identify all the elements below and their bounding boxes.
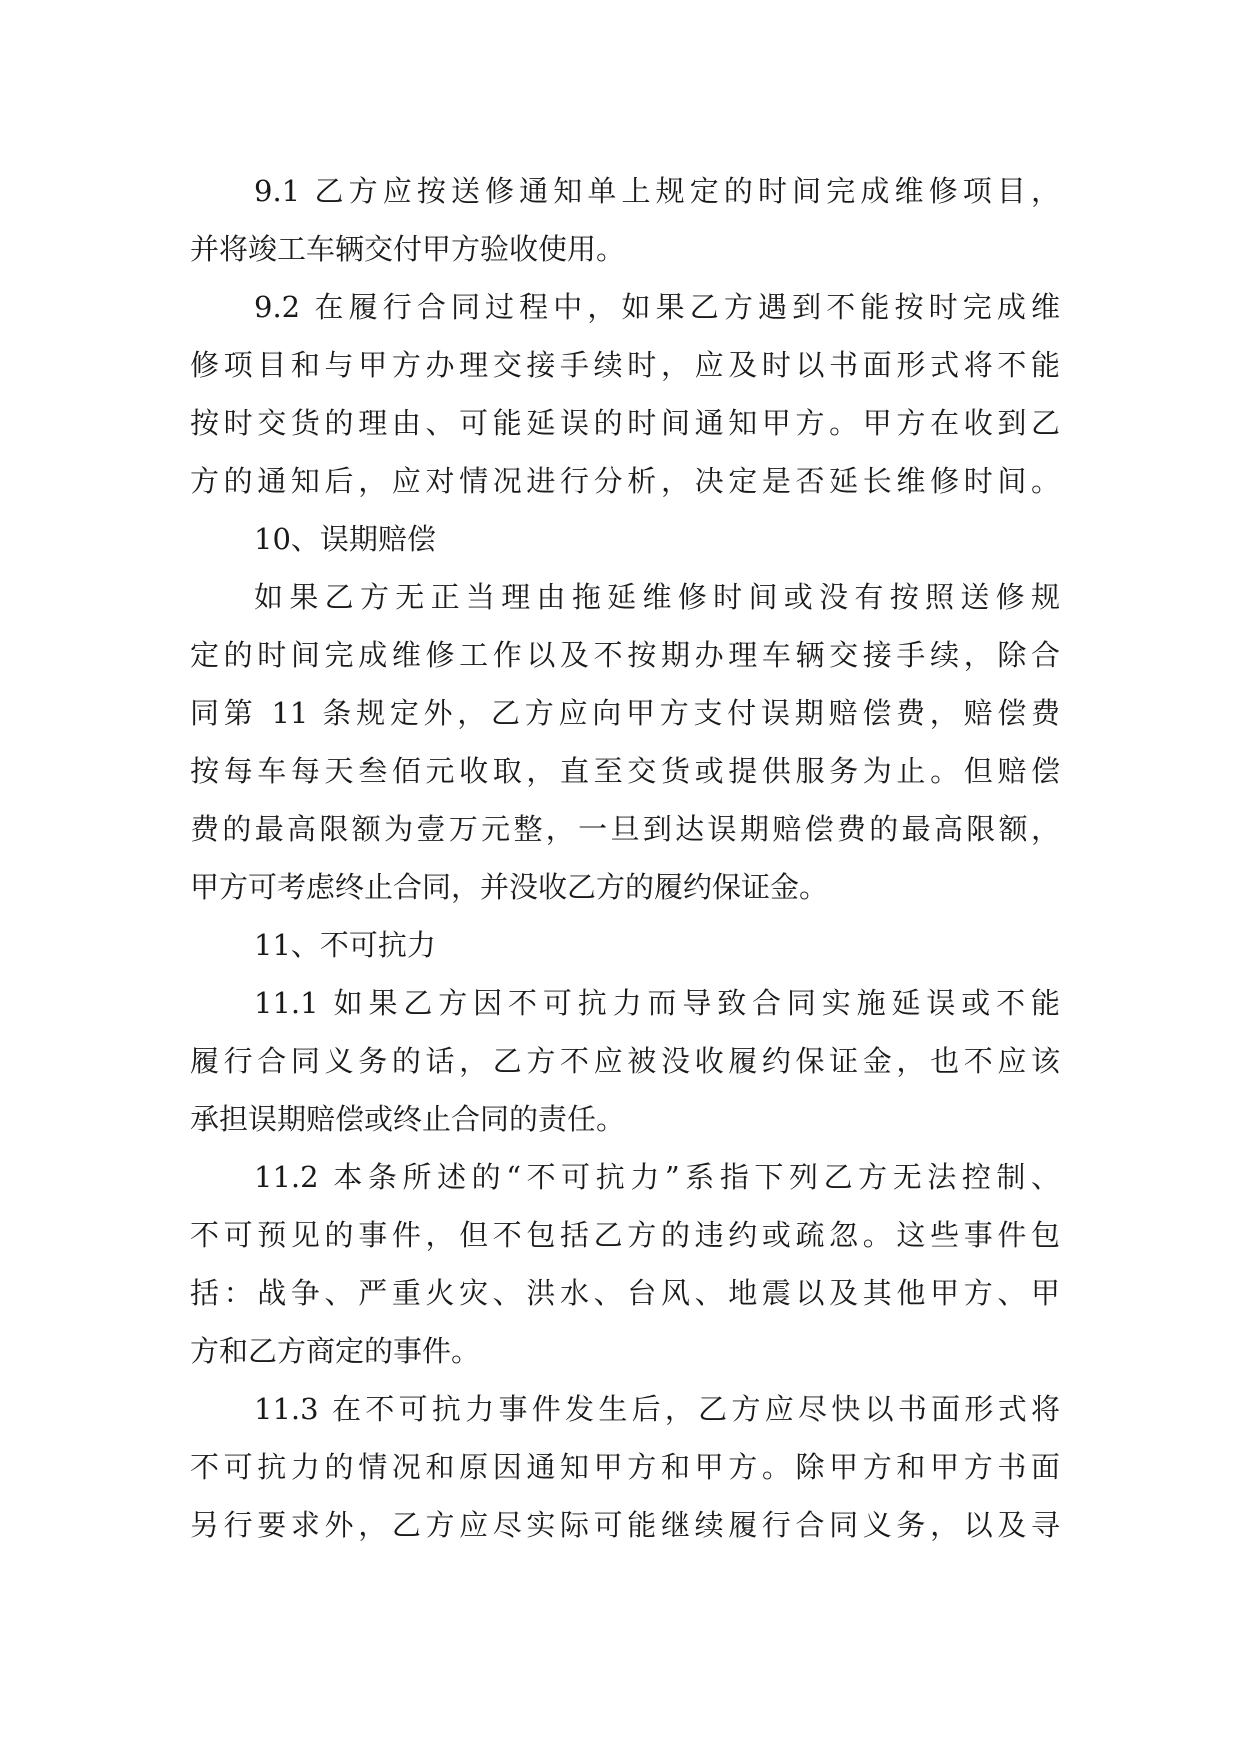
text-line: 11.3 在不可抗力事件发生后，乙方应尽快以书面形式将: [254, 1392, 1060, 1426]
text-line: 9.1 乙方应按送修通知单上规定的时间完成维修项目，: [254, 174, 1060, 208]
text-line: 方的通知后，应对情况进行分析，决定是否延长维修时间。: [190, 464, 1060, 498]
text-line: 费的最高限额为壹万元整，一旦到达误期赔偿费的最高限额，: [190, 812, 1060, 846]
text-line: 甲方可考虑终止合同，并没收乙方的履约保证金。: [190, 870, 829, 904]
text-line: 不可抗力的情况和原因通知甲方和甲方。除甲方和甲方书面: [190, 1450, 1060, 1484]
text-line: 9.2 在履行合同过程中，如果乙方遇到不能按时完成维: [254, 290, 1060, 324]
text-line: 括：战争、严重火灾、洪水、台风、地震以及其他甲方、甲: [190, 1276, 1060, 1310]
text-line: 修项目和与甲方办理交接手续时，应及时以书面形式将不能: [190, 348, 1060, 382]
text-line: 方和乙方商定的事件。: [190, 1334, 481, 1368]
text-line: 履行合同义务的话，乙方不应被没收履约保证金，也不应该: [190, 1044, 1060, 1078]
text-line: 同第 11 条规定外，乙方应向甲方支付误期赔偿费，赔偿费: [190, 696, 1060, 730]
section-heading: 10、误期赔偿: [254, 522, 436, 556]
text-line: 如果乙方无正当理由拖延维修时间或没有按照送修规: [254, 580, 1060, 614]
text-line: 按时交货的理由、可能延误的时间通知甲方。甲方在收到乙: [190, 406, 1060, 440]
text-line: 不可预见的事件，但不包括乙方的违约或疏忽。这些事件包: [190, 1218, 1060, 1252]
text-line: 承担误期赔偿或终止合同的责任。: [190, 1102, 626, 1136]
text-line: 定的时间完成维修工作以及不按期办理车辆交接手续，除合: [190, 638, 1060, 672]
text-line: 另行要求外，乙方应尽实际可能继续履行合同义务，以及寻: [190, 1508, 1060, 1542]
text-line: 11.2 本条所述的“不可抗力”系指下列乙方无法控制、: [254, 1160, 1060, 1194]
text-line: 并将竣工车辆交付甲方验收使用。: [190, 232, 626, 266]
text-line: 11.1 如果乙方因不可抗力而导致合同实施延误或不能: [254, 986, 1060, 1020]
section-heading: 11、不可抗力: [254, 928, 436, 962]
document-page: [190, 162, 1060, 1554]
text-line: 按每车每天叁佰元收取，直至交货或提供服务为止。但赔偿: [190, 754, 1060, 788]
